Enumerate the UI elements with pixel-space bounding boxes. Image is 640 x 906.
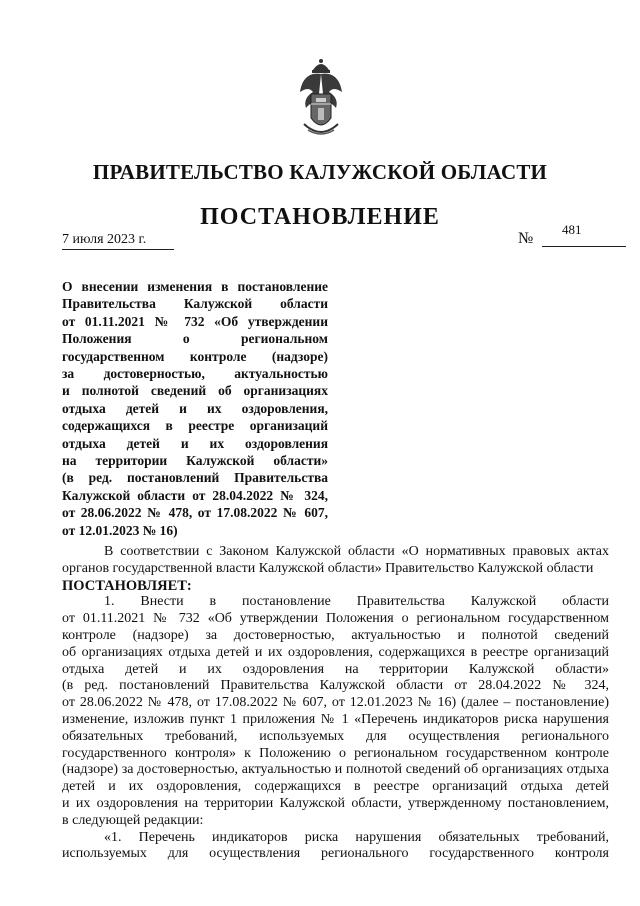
heading-line: отдыха детей и их оздоровления,	[62, 400, 328, 416]
heading-line: за достоверностью, актуальностью	[62, 366, 328, 382]
document-type-title: ПОСТАНОВЛЕНИЕ	[200, 204, 440, 230]
item-line: изменение, изложив пункт 1 приложения № 1 «Перечень индикаторов риска нарушения	[62, 711, 609, 727]
number-sign: №	[518, 230, 534, 247]
item-line: детей и их оздоровления, содержащихся в реестре организаций отдыха детей	[62, 779, 609, 795]
heading-line: (в ред. постановлений Правительства	[62, 470, 328, 486]
document-body	[62, 544, 609, 863]
preamble-line: органов государственной власти Калужской области» Правительство Калужской области	[62, 560, 594, 576]
heading-line: от 01.11.2021 № 732 «Об утверждении	[62, 313, 328, 329]
heading-line: Положения о региональном	[62, 331, 328, 347]
item-line: от 28.06.2022 № 478, от 17.08.2022 № 607, от 12.01.2023 № 16) (далее – постановление)	[62, 695, 609, 711]
item-line: 1. Внести в постановление Правительства Калужской области	[104, 594, 609, 610]
quote-line: «1. Перечень индикаторов риска нарушения обязательных требований,	[104, 829, 609, 845]
heading-line: на территории Калужской области»	[62, 453, 328, 469]
item-line: (в ред. постановлений Правительства Калужской области от 28.04.2022 № 324,	[62, 678, 609, 694]
preamble-line: В соответствии с Законом Калужской области «О нормативных правовых актах	[104, 544, 609, 559]
quote-line: используемых для осуществления регионального государственного контроля	[62, 846, 609, 862]
item-line: и их оздоровления на территории Калужской области, утвержденному постановлением,	[62, 795, 609, 811]
heading-line: от 12.01.2023 № 16)	[62, 522, 178, 538]
heading-line: содержащихся в реестре организаций	[62, 418, 328, 434]
heading-line: Правительства Калужской области	[62, 296, 328, 312]
coat-of-arms-icon	[296, 58, 346, 140]
heading-line: государственном контроле (надзоре)	[62, 348, 328, 364]
heading-line: О внесении изменения в постановление	[62, 279, 328, 294]
item-line: от 01.11.2021 № 732 «Об утверждении Положения о региональном государственном	[62, 611, 609, 627]
heading-line: Калужской области от 28.04.2022 № 324,	[62, 487, 328, 503]
document-number: 481	[562, 222, 582, 237]
item-line: контроле (надзоре) за достоверностью, актуальностью и полнотой сведений	[62, 627, 609, 643]
item-line: отдыха детей и их оздоровления на территории Калужской области»	[62, 661, 609, 677]
item-line: в следующей редакции:	[62, 812, 204, 828]
document-heading	[62, 278, 328, 539]
heading-line: от 28.06.2022 № 478, от 17.08.2022 № 607,	[62, 505, 328, 521]
item-line: обязательных требований, используемых для осуществления регионального	[62, 728, 609, 744]
heading-line: и полнотой сведений об организациях	[62, 383, 328, 399]
item-line: государственного контроля» к Положению о региональном государственном контроле	[62, 745, 609, 761]
item-line: (надзоре) за достоверностью, актуальностью и полнотой сведений об организациях отдыха	[62, 762, 609, 778]
decree-word: ПОСТАНОВЛЯЕТ:	[62, 577, 192, 594]
item-line: об организациях отдыха детей и их оздоровления, содержащихся в реестре организаций	[62, 644, 609, 660]
number-underline	[542, 246, 626, 247]
government-title: ПРАВИТЕЛЬСТВО КАЛУЖСКОЙ ОБЛАСТИ	[92, 160, 548, 184]
document-date: 7 июля 2023 г.	[62, 232, 174, 250]
heading-line: отдыха детей и их оздоровления	[62, 435, 328, 451]
